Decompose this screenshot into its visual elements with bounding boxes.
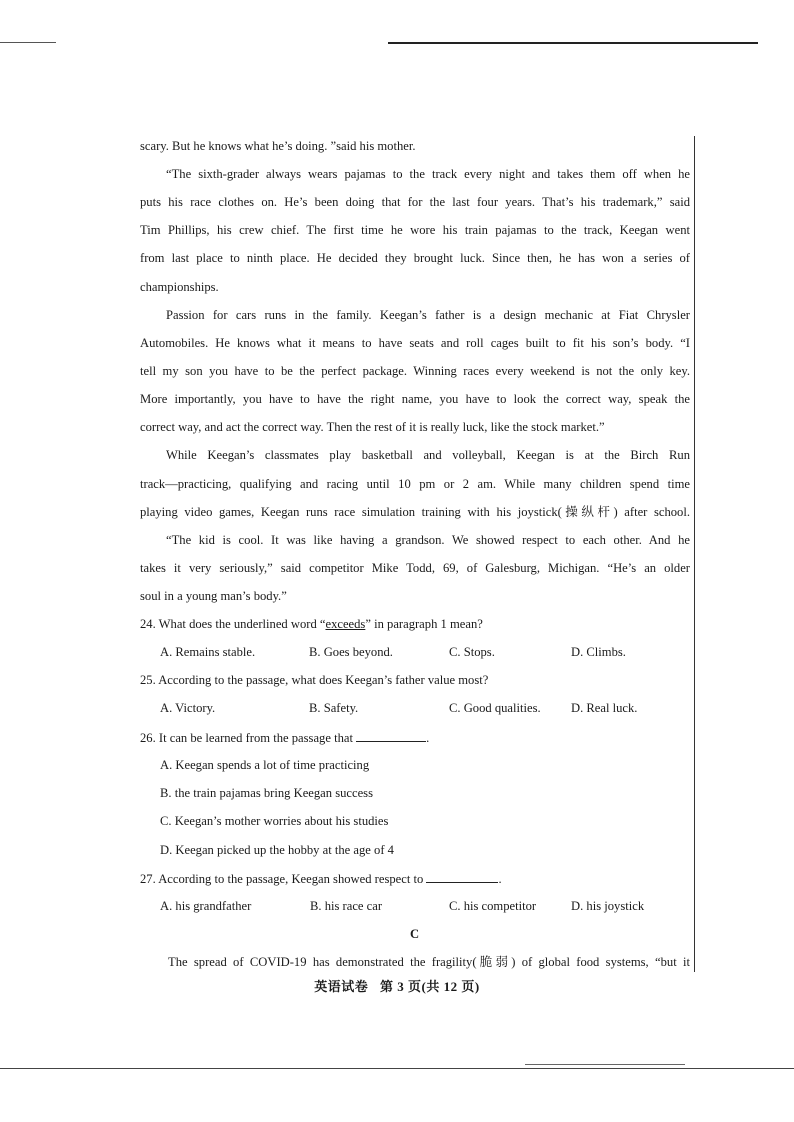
passage-line: track—practicing, qualifying and racing until 10 pm or 2 am. While many children spend time [140, 477, 690, 491]
passage-line: from last place to ninth place. He decided they brought luck. Since then, he has won a series of [140, 251, 690, 265]
question-stem [140, 730, 690, 745]
option-d[interactable]: D. his joystick [571, 899, 645, 913]
stem-text: 27. According to the passage, Keegan showed respect to [140, 872, 424, 886]
option-c[interactable]: C. Stops. [449, 645, 495, 659]
option-d[interactable]: D. Climbs. [571, 645, 626, 659]
answer-blank[interactable] [356, 730, 426, 742]
stem-text: ” in paragraph 1 mean? [365, 617, 483, 631]
scan-rule-top-left [0, 42, 56, 43]
option-b[interactable]: B. Goes beyond. [309, 645, 393, 659]
right-margin-rule [694, 136, 695, 972]
stem-text: 26. It can be learned from the passage that [140, 731, 353, 745]
passage-line: puts his race clothes on. He’s been doing that for the last four years. That’s his trademark,” said [140, 195, 690, 209]
option-d[interactable]: D. Real luck. [571, 701, 638, 715]
option-c[interactable]: C. his competitor [449, 899, 537, 913]
passage-line: soul in a young man’s body.” [140, 589, 287, 603]
question-stem [140, 871, 690, 886]
passage-line: playing video games, Keegan runs race simulation training with his joystick(操纵杆) after school. [140, 505, 690, 519]
stem-text: . [426, 731, 430, 745]
option-a[interactable]: A. Victory. [160, 701, 216, 715]
option-c[interactable]: C. Keegan’s mother worries about his studies [160, 814, 389, 828]
scan-rule-top-right [388, 42, 758, 44]
question-stem: 25. According to the passage, what does Keegan’s father value most? [140, 673, 489, 687]
passage-line: takes it very seriously,” said competitor Mike Todd, 69, of Galesburg, Michigan. “He’s an older [140, 561, 690, 575]
passage-line: More importantly, you have to have the right name, you have to look the correct way, speak the [140, 392, 690, 406]
passage-line: Tim Phillips, his crew chief. The first time he wore his train pajamas to the track, Keegan went [140, 223, 690, 237]
option-a[interactable]: A. Remains stable. [160, 645, 256, 659]
footer-page-number: 第 3 页(共 12 页) [380, 979, 480, 994]
option-c[interactable]: C. Good qualities. [449, 701, 541, 715]
passage-line: Passion for cars runs in the family. Keegan’s father is a design mechanic at Fiat Chrysler [166, 308, 690, 322]
underlined-word: exceeds [325, 617, 366, 631]
question-stem [140, 617, 690, 631]
section-c-heading: C [410, 927, 420, 941]
option-d[interactable]: D. Keegan picked up the hobby at the age of 4 [160, 843, 394, 857]
passage-line: “The kid is cool. It was like having a grandson. We showed respect to each other. And he [166, 533, 690, 547]
section-c-first-line: The spread of COVID-19 has demonstrated the fragility(脆弱) of global food systems, “but it [168, 955, 690, 969]
option-b[interactable]: B. the train pajamas bring Keegan success [160, 786, 373, 800]
passage-line: correct way, and act the correct way. Then the rest of it is really luck, like the stock market.” [140, 420, 605, 434]
scan-rule-bottom [0, 1068, 794, 1069]
option-a[interactable]: A. Keegan spends a lot of time practicing [160, 758, 370, 772]
stem-text: 24. What does the underlined word “ [140, 617, 326, 631]
page-footer [0, 976, 794, 995]
passage-line: scary. But he knows what he’s doing. ”said his mother. [140, 139, 416, 153]
option-b[interactable]: B. Safety. [309, 701, 359, 715]
passage-line: Automobiles. He knows what it means to have seats and roll cages built to fit his son’s body. “I [140, 336, 690, 350]
passage-line: tell my son you have to be the perfect package. Winning races every weekend is not the only key. [140, 364, 690, 378]
answer-blank[interactable] [426, 871, 498, 883]
scan-rule-bottom-right [525, 1064, 685, 1065]
passage-line: championships. [140, 280, 219, 294]
option-b[interactable]: B. his race car [310, 899, 383, 913]
footer-subject: 英语试卷 [314, 979, 369, 994]
stem-text: . [498, 872, 502, 886]
passage-line: While Keegan’s classmates play basketball and volleyball, Keegan is at the Birch Run [166, 448, 690, 462]
option-a[interactable]: A. his grandfather [160, 899, 252, 913]
passage-line: “The sixth-grader always wears pajamas to the track every night and takes them off when he [166, 167, 690, 181]
